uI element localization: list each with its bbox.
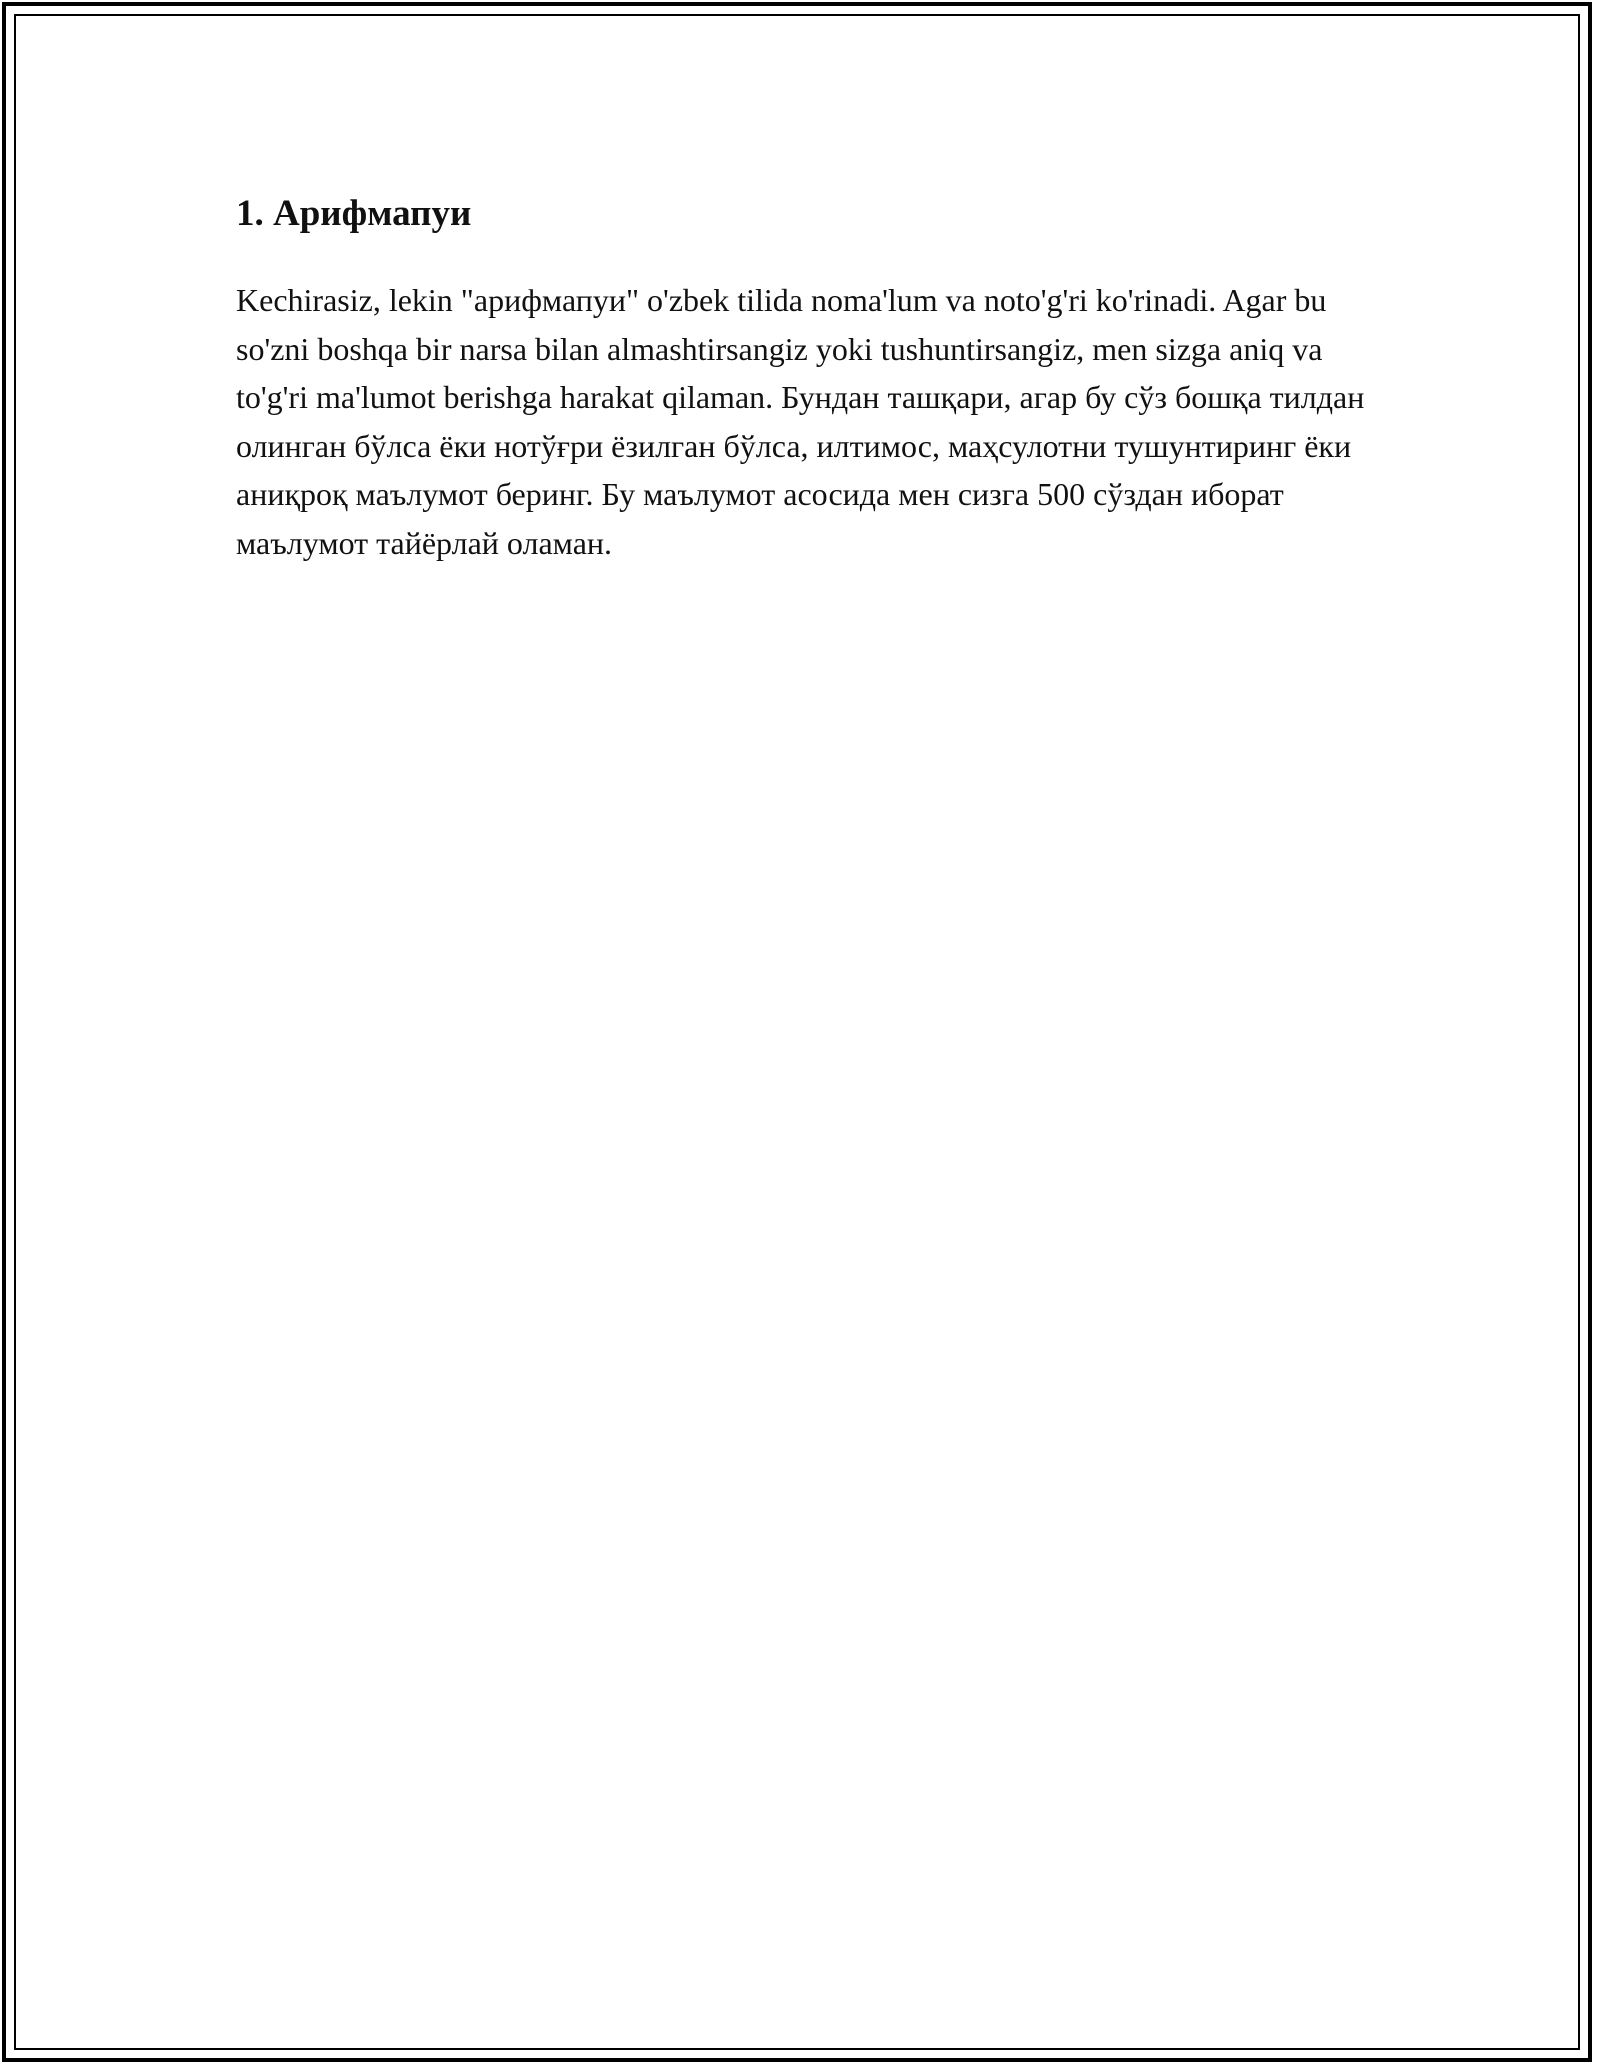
document-body: [236, 186, 1370, 567]
body-paragraph: Kechirasiz, lekin "арифмапуи" o'zbek tilida noma'lum va noto'g'ri ko'rinadi. Agar bu so'zni boshqa bir narsa bilan almashtirsangiz yoki tushuntirsangiz, men sizga aniq va to'g'ri ma'lumot berishga harakat qilaman. Бундан ташқари, агар бу сўз бошқа тилдан олинган бўлса ёки нотўғри ёзилган бўлса, илтимос, маҳсулотни тушунтиринг ёки аниқроқ маълумот беринг. Бу маълумот асосида мен сизга 500 сўздан иборат маълумот тайёрлай оламан.: [236, 282, 1365, 561]
section-heading: 1. Арифмапуи: [236, 193, 472, 234]
